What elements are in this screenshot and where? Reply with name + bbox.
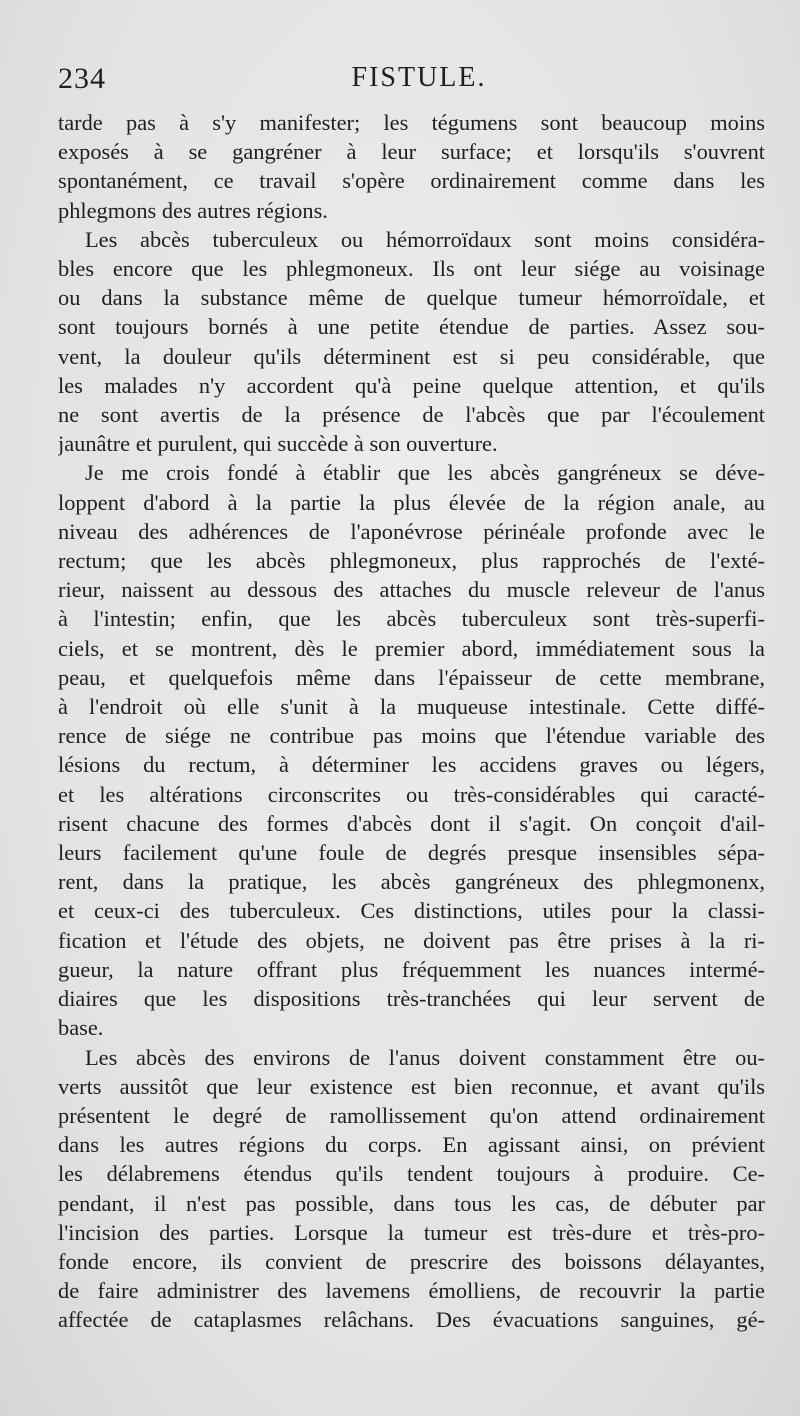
text-line: ciels, et se montrent, dès le premier abord, immédiatement sous la <box>58 635 765 661</box>
text-line: et les altérations circonscrites ou très-considérables qui caracté- <box>58 781 765 807</box>
text-line: sont toujours bornés à une petite étendue de parties. Assez sou- <box>58 314 765 340</box>
text-line: vent, la douleur qu'ils déterminent est si peu considérable, que <box>58 343 765 369</box>
text-line: niveau des adhérences de l'aponévrose périnéale profonde avec le <box>58 518 765 544</box>
paragraph <box>58 108 765 225</box>
text-line: base. <box>58 1015 104 1041</box>
text-line: lésions du rectum, à déterminer les accidens graves ou légers, <box>58 752 765 778</box>
text-line: à l'intestin; enfin, que les abcès tuberculeux sont très-superfi- <box>58 606 765 632</box>
text-line: bles encore que les phlegmoneux. Ils ont leur siége au voisinage <box>58 256 765 282</box>
running-title: FISTULE. <box>351 62 487 93</box>
text-line: les délabremens étendus qu'ils tendent toujours à produire. Ce- <box>58 1161 765 1187</box>
text-line: exposés à se gangréner à leur surface; et lorsqu'ils s'ouvrent <box>58 139 765 165</box>
text-line: spontanément, ce travail s'opère ordinairement comme dans les <box>58 168 765 194</box>
text-line: l'incision des parties. Lorsque la tumeur est très-dure et très-pro- <box>58 1219 765 1245</box>
text-line: rence de siége ne contribue pas moins que l'étendue variable des <box>58 723 765 749</box>
text-line: loppent d'abord à la partie la plus élevée de la région anale, au <box>58 489 765 515</box>
page-number: 234 <box>58 62 106 95</box>
body-text <box>58 108 765 1335</box>
text-line: et ceux-ci des tuberculeux. Ces distinctions, utiles pour la classi- <box>58 898 765 924</box>
text-line: présentent le degré de ramollissement qu'on attend ordinairement <box>58 1102 765 1128</box>
text-line: verts aussitôt que leur existence est bien reconnue, et avant qu'ils <box>58 1073 765 1099</box>
text-line: phlegmons des autres régions. <box>58 197 328 223</box>
text-line: à l'endroit où elle s'unit à la muqueuse intestinale. Cette diffé- <box>58 694 765 720</box>
text-line: peau, et quelquefois même dans l'épaisseur de cette membrane, <box>58 664 765 690</box>
text-line: fonde encore, ils convient de prescrire des boissons délayantes, <box>58 1248 765 1274</box>
text-line: Les abcès tuberculeux ou hémorroïdaux sont moins considéra- <box>85 226 765 252</box>
text-line: les malades n'y accordent qu'à peine quelque attention, et qu'ils <box>58 372 765 398</box>
page-header <box>58 62 760 102</box>
paragraph <box>58 225 765 459</box>
text-line: gueur, la nature offrant plus fréquemment les nuances intermé- <box>58 956 765 982</box>
text-line: risent chacune des formes d'abcès dont il s'agit. On conçoit d'ail- <box>58 810 765 836</box>
paragraph <box>58 458 765 1042</box>
text-line: tarde pas à s'y manifester; les tégumens sont beaucoup moins <box>58 110 765 135</box>
text-line: affectée de cataplasmes relâchans. Des évacuations sanguines, gé- <box>58 1307 765 1333</box>
text-line: de faire administrer des lavemens émolliens, de recouvrir la partie <box>58 1278 765 1304</box>
text-line: ou dans la substance même de quelque tumeur hémorroïdale, et <box>58 285 765 311</box>
text-line: diaires que les dispositions très-tranchées qui leur servent de <box>58 986 765 1012</box>
paragraph <box>58 1043 765 1335</box>
text-line: Je me crois fondé à établir que les abcès gangréneux se déve- <box>85 460 765 486</box>
text-line: rent, dans la pratique, les abcès gangréneux des phlegmonenx, <box>58 869 765 895</box>
text-line: rieur, naissent au dessous des attaches du muscle releveur de l'anus <box>58 577 765 603</box>
text-line: rectum; que les abcès phlegmoneux, plus rapprochés de l'exté- <box>58 548 765 574</box>
text-line: pendant, il n'est pas possible, dans tous les cas, de débuter par <box>58 1190 765 1216</box>
text-line: ne sont avertis de la présence de l'abcès que par l'écoulement <box>58 402 765 428</box>
text-line: dans les autres régions du corps. En agissant ainsi, on prévient <box>58 1132 765 1158</box>
text-line: jaunâtre et purulent, qui succède à son ouverture. <box>58 431 498 457</box>
text-line: Les abcès des environs de l'anus doivent constamment être ou- <box>85 1044 765 1070</box>
text-line: fication et l'étude des objets, ne doivent pas être prises à la ri- <box>58 927 765 953</box>
text-line: leurs facilement qu'une foule de degrés presque insensibles sépa- <box>58 840 765 866</box>
